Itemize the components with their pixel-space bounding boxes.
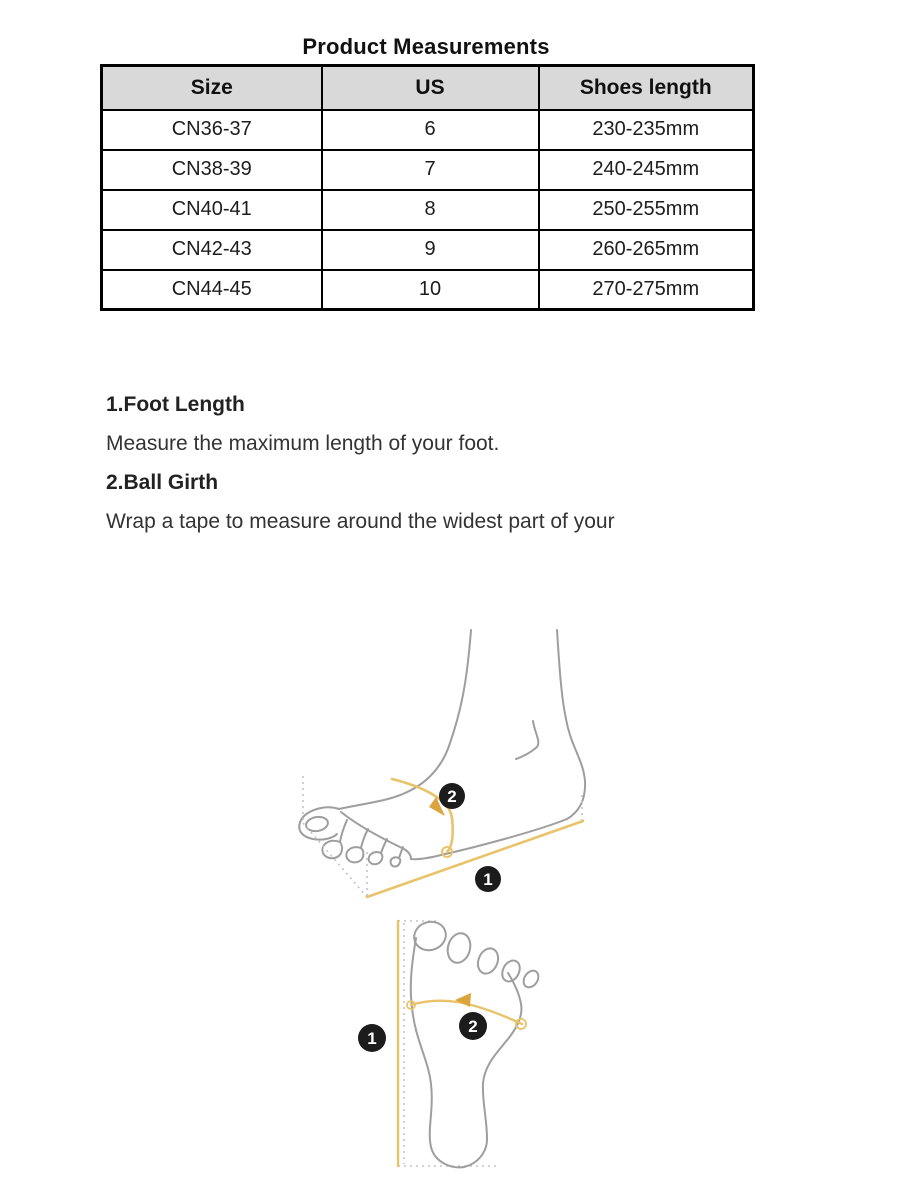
- foot-length-body: Measure the maximum length of your foot.: [106, 432, 500, 455]
- ball-girth-heading: 2.Ball Girth: [106, 471, 219, 494]
- table-row: [102, 110, 754, 150]
- table-row: [102, 150, 754, 190]
- toenail: [305, 815, 329, 833]
- toe-4: [499, 958, 523, 985]
- foot-sole-outline: [410, 918, 541, 1168]
- size-table-header-row: [102, 66, 754, 110]
- ball-girth-body: Wrap a tape to measure around the widest part of your: [106, 510, 615, 533]
- marker-2-badge: [459, 1012, 487, 1040]
- header-cell-us: US: [322, 66, 539, 110]
- header-cell-shoes-length: Shoes length: [539, 66, 754, 110]
- toe-2: [444, 931, 473, 966]
- marker-1-badge: [358, 1024, 386, 1052]
- header-cell-size: Size: [102, 66, 322, 110]
- foot-side-outline: [299, 630, 585, 866]
- table-row: [102, 270, 754, 310]
- ankle-mark: [516, 721, 538, 759]
- cell-length: 230-235mm: [539, 110, 754, 150]
- cell-size: CN36-37: [102, 110, 322, 150]
- foot-length-heading: 1.Foot Length: [106, 393, 245, 416]
- marker-2-number: 2: [468, 1017, 478, 1036]
- cell-size: CN42-43: [102, 230, 322, 270]
- marker-2-badge: [439, 783, 465, 809]
- foot-side-view-diagram: [290, 612, 610, 912]
- cell-size: CN38-39: [102, 150, 322, 190]
- cell-size: CN44-45: [102, 270, 322, 310]
- cell-us: 10: [322, 270, 539, 310]
- big-toe: [410, 918, 449, 955]
- measure-tape-lines: [367, 779, 583, 897]
- marker-2-number: 2: [447, 787, 457, 806]
- tape-arrowhead-icon: [455, 993, 471, 1007]
- cell-size: CN40-41: [102, 190, 322, 230]
- page-title: Product Measurements: [302, 34, 550, 59]
- table-row: [102, 230, 754, 270]
- toe-5: [521, 968, 542, 990]
- cell-length: 260-265mm: [539, 230, 754, 270]
- foot-sole-view-diagram: [340, 900, 610, 1185]
- marker-1-badge: [475, 866, 501, 892]
- cell-us: 8: [322, 190, 539, 230]
- table-row: [102, 190, 754, 230]
- cell-length: 240-245mm: [539, 150, 754, 190]
- cell-length: 250-255mm: [539, 190, 754, 230]
- big-toe: [299, 807, 339, 839]
- size-table: [100, 64, 755, 311]
- cell-us: 6: [322, 110, 539, 150]
- cell-us: 7: [322, 150, 539, 190]
- cell-us: 9: [322, 230, 539, 270]
- toe-3: [474, 945, 501, 976]
- cell-length: 270-275mm: [539, 270, 754, 310]
- marker-1-number: 1: [483, 870, 493, 889]
- marker-1-number: 1: [367, 1029, 377, 1048]
